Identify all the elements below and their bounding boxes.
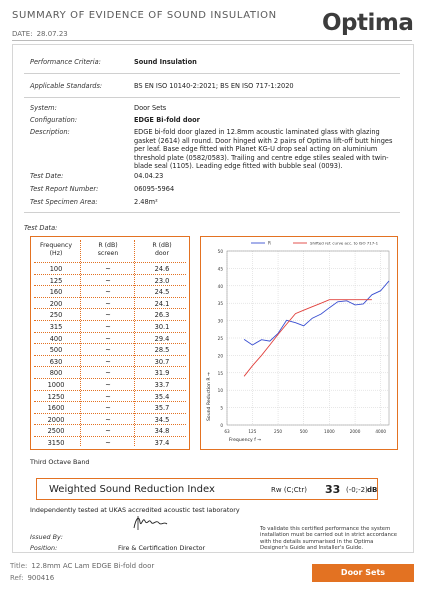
issued-by-label: Issued By: bbox=[30, 533, 63, 541]
y-tick-label: 35 bbox=[217, 301, 223, 307]
row-divider bbox=[34, 401, 186, 402]
frequency-cell: 160 bbox=[49, 288, 63, 297]
criteria-label-performance: Performance Criteria: bbox=[30, 58, 101, 66]
criteria-value-performance: Sound Insulation bbox=[134, 58, 197, 66]
row-divider bbox=[34, 390, 186, 391]
date-label: DATE: bbox=[12, 30, 33, 38]
y-tick-label: 0 bbox=[220, 423, 223, 428]
weighted-index-unit: dB bbox=[367, 486, 378, 494]
door-cell: 34.5 bbox=[154, 415, 170, 424]
x-tick-label: 1000 bbox=[324, 429, 335, 434]
row-divider bbox=[34, 297, 186, 298]
chart-svg bbox=[201, 237, 397, 449]
screen-cell: ~ bbox=[105, 415, 111, 424]
description-line: blade seal (1105). Leading edge fitted with bubble seal (0093). bbox=[134, 162, 343, 171]
weighted-index-correction: (-0;-2) bbox=[346, 486, 368, 494]
y-tick-label: 45 bbox=[217, 266, 223, 272]
door-cell: 30.1 bbox=[154, 323, 170, 331]
frequency-cell: 125 bbox=[49, 276, 63, 285]
door-cell: 24.6 bbox=[154, 265, 170, 273]
row-divider bbox=[34, 332, 186, 333]
optima-logo: Optima bbox=[322, 10, 414, 36]
frequency-cell: 630 bbox=[49, 357, 63, 366]
sound-data-table bbox=[30, 236, 190, 450]
door-cell: 29.4 bbox=[154, 334, 170, 343]
x-tick-label: 125 bbox=[248, 429, 257, 434]
criteria-divider bbox=[24, 97, 400, 98]
row-divider bbox=[34, 355, 186, 356]
criteria-label-specimen-area: Test Specimen Area: bbox=[30, 198, 98, 206]
document-title: SUMMARY OF EVIDENCE OF SOUND INSULATION bbox=[12, 10, 277, 21]
footer-ref-label: Ref: bbox=[10, 574, 24, 582]
frequency-cell: 315 bbox=[49, 323, 63, 331]
validation-line: installation must be carried out in strict accordance bbox=[260, 532, 398, 539]
legend-label-r: R bbox=[268, 240, 271, 246]
x-axis-label: Frequency f → bbox=[229, 438, 262, 443]
header-line: R (dB) bbox=[152, 242, 172, 249]
position-label: Position: bbox=[30, 544, 58, 552]
footer-ref-value: 900416 bbox=[27, 574, 55, 582]
row-divider bbox=[34, 274, 186, 275]
frequency-cell: 500 bbox=[49, 346, 63, 355]
ukas-statement: Independently tested at UKAS accredited acoustic test laboratory bbox=[30, 506, 240, 514]
screen-cell: ~ bbox=[105, 346, 111, 355]
screen-cell: ~ bbox=[105, 357, 111, 366]
header-line: door bbox=[154, 249, 170, 257]
footer-title bbox=[10, 562, 154, 570]
weighted-index-box bbox=[36, 478, 378, 500]
x-tick-label: 4000 bbox=[375, 429, 387, 434]
x-tick-label: 63 bbox=[224, 429, 230, 434]
frequency-cell: 2000 bbox=[47, 415, 65, 424]
row-divider bbox=[34, 378, 186, 379]
screen-cell: ~ bbox=[105, 323, 111, 331]
frequency-cell: 100 bbox=[49, 265, 63, 273]
screen-cell: ~ bbox=[105, 369, 111, 378]
position-value: Fire & Certification Director bbox=[118, 544, 206, 552]
x-tick-label: 2000 bbox=[349, 429, 361, 434]
screen-cell: ~ bbox=[105, 288, 111, 297]
table-header-frequency bbox=[31, 242, 81, 257]
validation-note bbox=[260, 526, 400, 552]
x-tick-label: 500 bbox=[299, 429, 308, 434]
description-line: EDGE bi-fold door glazed in 12.8mm acoustic laminated glass with glazing bbox=[134, 128, 380, 136]
door-cell: 24.5 bbox=[154, 288, 170, 297]
screen-cell: ~ bbox=[105, 265, 111, 273]
validation-line: Designer's Guide and Installer's Guide. bbox=[260, 545, 364, 552]
footer-ref bbox=[10, 574, 54, 582]
door-cell: 34.8 bbox=[154, 427, 170, 436]
row-divider bbox=[34, 285, 186, 286]
frequency-cell: 3150 bbox=[47, 439, 65, 447]
weighted-index-title: Weighted Sound Reduction Index bbox=[49, 484, 215, 495]
frequency-cell: 1250 bbox=[47, 392, 65, 401]
criteria-value-specimen-area: 2.48m² bbox=[134, 198, 158, 206]
y-tick-label: 50 bbox=[217, 249, 223, 254]
header-line: R (dB) bbox=[98, 242, 118, 249]
row-divider bbox=[34, 308, 186, 309]
y-tick-label: 30 bbox=[217, 318, 223, 324]
door-cell: 35.4 bbox=[154, 392, 170, 401]
criteria-label-standards: Applicable Standards: bbox=[30, 82, 103, 90]
criteria-divider bbox=[24, 212, 400, 213]
signature-image bbox=[130, 512, 170, 534]
header-line: screen bbox=[97, 249, 119, 257]
criteria-divider bbox=[24, 73, 400, 74]
header-divider bbox=[12, 40, 412, 41]
screen-cell: ~ bbox=[105, 311, 111, 320]
y-tick-label: 25 bbox=[217, 336, 223, 341]
frequency-cell: 800 bbox=[49, 369, 63, 378]
description-line: per leaf. Base edge fitted with Planet KG-U drop seal acting on aluminium bbox=[134, 145, 378, 154]
row-divider bbox=[34, 436, 186, 437]
screen-cell: ~ bbox=[105, 427, 111, 436]
screen-cell: ~ bbox=[105, 392, 111, 401]
third-octave-label: Third Octave Band bbox=[30, 458, 90, 466]
row-divider bbox=[34, 424, 186, 425]
y-axis-label: Sound Reduction R → bbox=[207, 372, 212, 421]
criteria-label-configuration: Configuration: bbox=[30, 116, 78, 124]
frequency-cell: 250 bbox=[49, 311, 63, 320]
screen-cell: ~ bbox=[105, 404, 111, 413]
door-cell: 26.3 bbox=[154, 311, 170, 320]
footer-title-value: 12.8mm AC Lam EDGE Bi-fold door bbox=[31, 562, 155, 570]
screen-cell: ~ bbox=[105, 334, 111, 343]
legend-label-reference: Shifted ref. curve acc. to ISO 717-1 bbox=[310, 240, 379, 246]
row-divider bbox=[34, 320, 186, 321]
frequency-cell: 200 bbox=[49, 299, 63, 308]
frequency-cell: 1000 bbox=[47, 381, 65, 389]
sound-reduction-chart bbox=[200, 236, 398, 450]
table-header-door bbox=[135, 242, 189, 257]
criteria-label-system: System: bbox=[30, 104, 57, 112]
criteria-value-description bbox=[134, 128, 398, 171]
row-divider bbox=[34, 262, 186, 263]
door-cell: 37.4 bbox=[154, 439, 170, 447]
table-header-screen bbox=[81, 242, 135, 257]
y-tick-label: 40 bbox=[217, 283, 223, 289]
door-cell: 35.7 bbox=[154, 404, 170, 413]
frequency-cell: 2500 bbox=[47, 427, 65, 436]
footer-title-label: Title: bbox=[10, 562, 28, 570]
validation-line: with the details summarised in the Optima bbox=[260, 538, 374, 545]
header-line: Frequency bbox=[40, 242, 72, 249]
frequency-cell: 1600 bbox=[47, 404, 65, 413]
criteria-label-description: Description: bbox=[30, 128, 70, 136]
door-cell: 23.0 bbox=[154, 276, 170, 285]
screen-cell: ~ bbox=[105, 299, 111, 308]
validation-line: To validate this certified performance the system bbox=[260, 526, 391, 532]
frequency-cell: 400 bbox=[49, 334, 63, 343]
description-line: gasket (2614) all round. Door hinged with 2 pairs of Optima lift-off butt hinges bbox=[134, 136, 393, 145]
row-divider bbox=[34, 366, 186, 367]
criteria-value-system: Door Sets bbox=[134, 104, 167, 112]
date-value: 28.07.23 bbox=[36, 30, 68, 38]
door-sets-badge: Door Sets bbox=[312, 564, 414, 582]
screen-cell: ~ bbox=[105, 381, 111, 389]
door-cell: 28.5 bbox=[154, 346, 170, 355]
header-line: (Hz) bbox=[49, 249, 63, 257]
door-cell: 31.9 bbox=[154, 369, 170, 378]
criteria-value-standards: BS EN ISO 10140-2:2021; BS EN ISO 717-1:2020 bbox=[134, 82, 294, 90]
criteria-value-test-date: 04.04.23 bbox=[134, 172, 164, 180]
criteria-label-test-date: Test Date: bbox=[30, 172, 64, 180]
y-tick-label: 20 bbox=[217, 353, 223, 359]
screen-cell: ~ bbox=[105, 276, 111, 285]
y-tick-label: 10 bbox=[217, 388, 223, 394]
row-divider bbox=[34, 413, 186, 414]
door-cell: 24.1 bbox=[154, 299, 170, 308]
criteria-label-report-number: Test Report Number: bbox=[30, 185, 99, 193]
criteria-value-configuration: EDGE Bi-fold door bbox=[134, 116, 200, 124]
screen-cell: ~ bbox=[105, 439, 111, 447]
y-tick-label: 15 bbox=[217, 370, 223, 376]
r-series-line bbox=[244, 281, 389, 345]
document-date bbox=[12, 30, 68, 38]
description-line: threshold plate (0582/0583). Trailing and centre edge stiles sealed with twin- bbox=[134, 153, 389, 162]
row-divider bbox=[34, 343, 186, 344]
door-cell: 30.7 bbox=[154, 357, 170, 366]
y-tick-label: 5 bbox=[220, 405, 223, 411]
door-cell: 33.7 bbox=[154, 381, 170, 389]
test-data-label: Test Data: bbox=[24, 224, 58, 232]
criteria-value-report-number: 06095-5964 bbox=[134, 185, 175, 193]
weighted-index-rw-label: Rw (C;Ctr) bbox=[271, 486, 308, 494]
x-tick-label: 250 bbox=[274, 429, 283, 434]
weighted-index-value: 33 bbox=[325, 483, 341, 496]
